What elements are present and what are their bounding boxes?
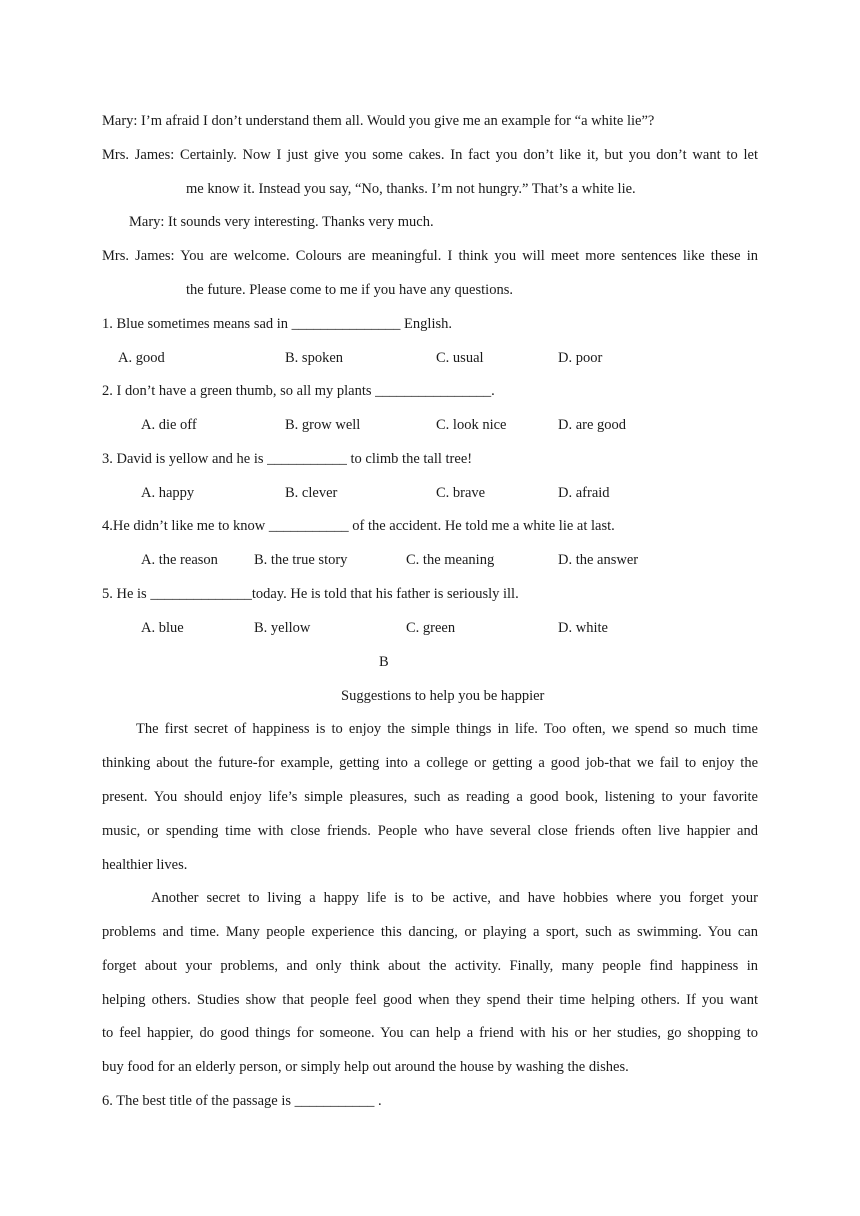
dialogue-line-mrs-james-2: Mrs. James: You are welcome. Colours are meaningful. I think you will meet more sentences like these in xyxy=(102,248,758,264)
passage-title: Suggestions to help you be happier xyxy=(341,688,545,704)
paragraph-2-line-5: to feel happier, do good things for someone. You can help a friend with his or her studies, go shopping to xyxy=(102,1025,758,1041)
question-2-option-d: D. are good xyxy=(558,417,627,433)
question-2-option-c: C. look nice xyxy=(436,417,507,433)
question-6-stem: 6. The best title of the passage is ___________ . xyxy=(102,1093,382,1109)
question-5-option-b: B. yellow xyxy=(254,620,311,636)
dialogue-line-mrs-james-1: Mrs. James: Certainly. Now I just give you some cakes. In fact you don’t like it, but you don’t want to let xyxy=(102,147,758,163)
paragraph-1-line-5: healthier lives. xyxy=(102,857,188,873)
question-3-option-c: C. brave xyxy=(436,485,486,501)
question-1-option-a: A. good xyxy=(118,350,165,366)
question-5-stem: 5. He is ______________today. He is told that his father is seriously ill. xyxy=(102,586,519,602)
question-5-option-c: C. green xyxy=(406,620,456,636)
question-5-option-d: D. white xyxy=(558,620,608,636)
question-1-option-d: D. poor xyxy=(558,350,603,366)
dialogue-line-mary-2: Mary: It sounds very interesting. Thanks very much. xyxy=(129,214,434,230)
question-4-option-d: D. the answer xyxy=(558,552,639,568)
question-1-option-c: C. usual xyxy=(436,350,484,366)
question-4-option-c: C. the meaning xyxy=(406,552,495,568)
question-2-stem: 2. I don’t have a green thumb, so all my plants ________________. xyxy=(102,383,495,399)
question-4-option-a: A. the reason xyxy=(141,552,218,568)
question-1-stem: 1. Blue sometimes means sad in _______________ English. xyxy=(102,316,452,332)
paragraph-2-line-3: forget about your problems, and only think about the activity. Finally, many people find happiness in xyxy=(102,958,758,974)
paragraph-1-line-3: present. You should enjoy life’s simple pleasures, such as reading a good book, listening to your favorite xyxy=(102,789,758,805)
question-2-option-b: B. grow well xyxy=(285,417,361,433)
dialogue-line-mary-1: Mary: I’m afraid I don’t understand them all. Would you give me an example for “a white lie”? xyxy=(102,113,655,129)
paragraph-2-line-2: problems and time. Many people experience this dancing, or playing a sport, such as swimming. You can xyxy=(102,924,758,940)
question-1-option-b: B. spoken xyxy=(285,350,343,366)
question-4-option-b: B. the true story xyxy=(254,552,348,568)
question-3-option-b: B. clever xyxy=(285,485,338,501)
section-label: B xyxy=(379,654,389,670)
question-3-option-d: D. afraid xyxy=(558,485,610,501)
dialogue-line-mrs-james-1-cont: me know it. Instead you say, “No, thanks. I’m not hungry.” That’s a white lie. xyxy=(186,181,636,197)
paragraph-2-line-4: helping others. Studies show that people feel good when they spend their time helping others. If you want xyxy=(102,992,758,1008)
question-2-option-a: A. die off xyxy=(141,417,197,433)
dialogue-line-mrs-james-2-cont: the future. Please come to me if you have any questions. xyxy=(186,282,513,298)
question-3-option-a: A. happy xyxy=(141,485,195,501)
question-5-option-a: A. blue xyxy=(141,620,184,636)
paragraph-1-line-2: thinking about the future-for example, getting into a college or getting a good job-that we fail to enjoy the xyxy=(102,755,758,771)
paragraph-1-line-4: music, or spending time with close friends. People who have several close friends often live happier and xyxy=(102,823,758,839)
paragraph-2-line-6: buy food for an elderly person, or simply help out around the house by washing the dishes. xyxy=(102,1059,629,1075)
question-3-stem: 3. David is yellow and he is ___________ to climb the tall tree! xyxy=(102,451,473,467)
question-4-stem: 4.He didn’t like me to know ___________ of the accident. He told me a white lie at last. xyxy=(102,518,615,534)
paragraph-1-line-1: The first secret of happiness is to enjoy the simple things in life. Too often, we spend so much time xyxy=(136,721,758,737)
paragraph-2-line-1: Another secret to living a happy life is to be active, and have hobbies where you forget your xyxy=(151,890,758,906)
